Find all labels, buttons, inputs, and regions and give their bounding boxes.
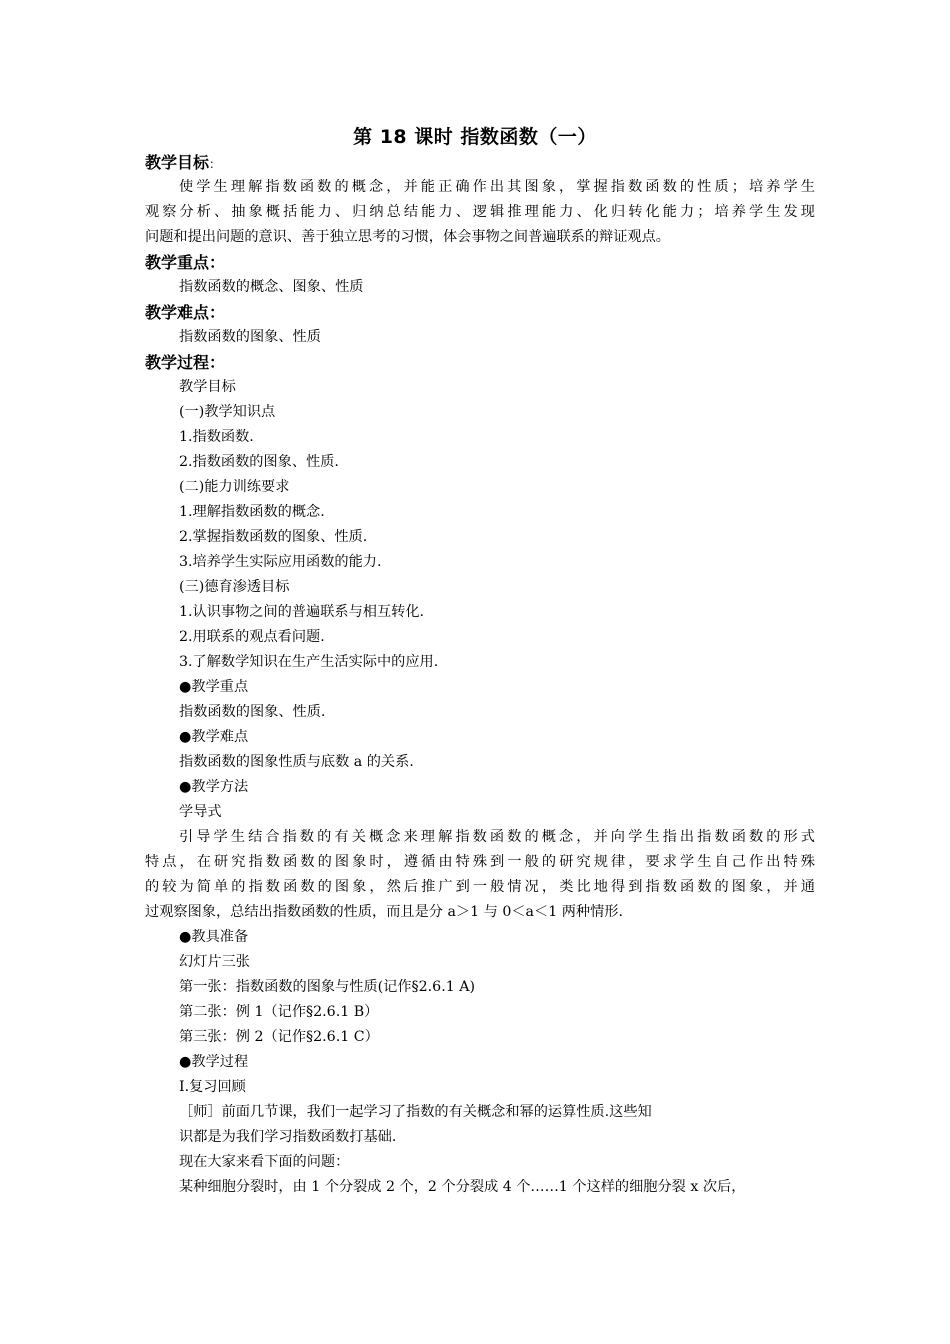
goals-line: 问题和提出问题的意识、善于独立思考的习惯，体会事物之间普遍联系的辩证观点。 [145, 229, 670, 245]
goals-paragraph [145, 175, 815, 250]
process-line: 3.培养学生实际应用函数的能力. [179, 554, 382, 570]
process-line: 学导式 [179, 804, 222, 820]
process-line: (一)教学知识点 [179, 404, 276, 420]
page-title: 第 18 课时 指数函数（一） [353, 126, 597, 148]
method-line: 特点，在研究指数函数的图象时，遵循由特殊到一般的研究规律，要求学生自己作出特殊 [145, 854, 815, 870]
goals-line: 使学生理解指数函数的概念，并能正确作出其图象，掌握指数函数的性质；培养学生 [179, 179, 815, 195]
process-line: 3.了解数学知识在生产生活实际中的应用. [179, 654, 439, 670]
key-heading: 教学重点： [145, 253, 226, 272]
prep-line: 第二张：例 1（记作§2.6.1 B） [179, 1004, 379, 1020]
document-body [145, 150, 815, 1200]
process-line: 1.认识事物之间的普遍联系与相互转化. [179, 604, 425, 620]
process-line: (二)能力训练要求 [179, 479, 290, 495]
difficulty-text: 指数函数的图象、性质 [179, 329, 321, 345]
goals-heading: 教学目标： [145, 153, 222, 172]
tail-line: 识都是为我们学习指数函数打基础. [179, 1129, 397, 1145]
prep-line: 幻灯片三张 [179, 954, 250, 970]
process-line: ●教学难点 [179, 729, 249, 745]
prep-line: ［师］前面几节课，我们一起学习了指数的有关概念和幂的运算性质.这些知 [179, 1104, 652, 1120]
prep-line: 第三张：例 2（记作§2.6.1 C） [179, 1029, 379, 1045]
process-line: 指数函数的图象性质与底数 a 的关系. [179, 754, 414, 770]
key-text: 指数函数的概念、图象、性质 [179, 279, 364, 295]
method-line: 的较为简单的指数函数的图象，然后推广到一般情况，类比地得到指数函数的图象，并通 [145, 879, 815, 895]
prep-line: Ⅰ.复习回顾 [179, 1079, 246, 1095]
method-line: 引导学生结合指数的有关概念来理解指数函数的概念，并向学生指出指数函数的形式 [179, 829, 815, 845]
goals-line: 观察分析、抽象概括能力、归纳总结能力、逻辑推理能力、化归转化能力；培养学生发现 [145, 204, 815, 220]
prep-line: 第一张：指数函数的图象与性质(记作§2.6.1 A) [179, 979, 476, 995]
process-heading: 教学过程： [145, 353, 226, 372]
process-line: (三)德育渗透目标 [179, 579, 290, 595]
last-line: 某种细胞分裂时，由 1 个分裂成 2 个，2 个分裂成 4 个……1 个这样的细胞分裂 x 次后， [179, 1179, 746, 1195]
method-paragraph [145, 825, 815, 925]
process-line: 1.指数函数. [179, 429, 254, 445]
difficulty-heading: 教学难点： [145, 303, 226, 322]
process-line: 教学目标 [179, 379, 236, 395]
process-line: 2.用联系的观点看问题. [179, 629, 325, 645]
tail-line: 现在大家来看下面的问题： [179, 1154, 350, 1170]
process-line: 1.理解指数函数的概念. [179, 504, 325, 520]
prep-line: ●教具准备 [179, 929, 249, 945]
process-line: ●教学方法 [179, 779, 249, 795]
process-line: ●教学重点 [179, 679, 249, 695]
process-line: 2.指数函数的图象、性质. [179, 454, 339, 470]
prep-line: ●教学过程 [179, 1054, 249, 1070]
process-line: 指数函数的图象、性质. [179, 704, 326, 720]
method-line: 过观察图象，总结出指数函数的性质，而且是分 a＞1 与 0＜a＜1 两种情形. [145, 904, 623, 920]
process-line: 2.掌握指数函数的图象、性质. [179, 529, 368, 545]
